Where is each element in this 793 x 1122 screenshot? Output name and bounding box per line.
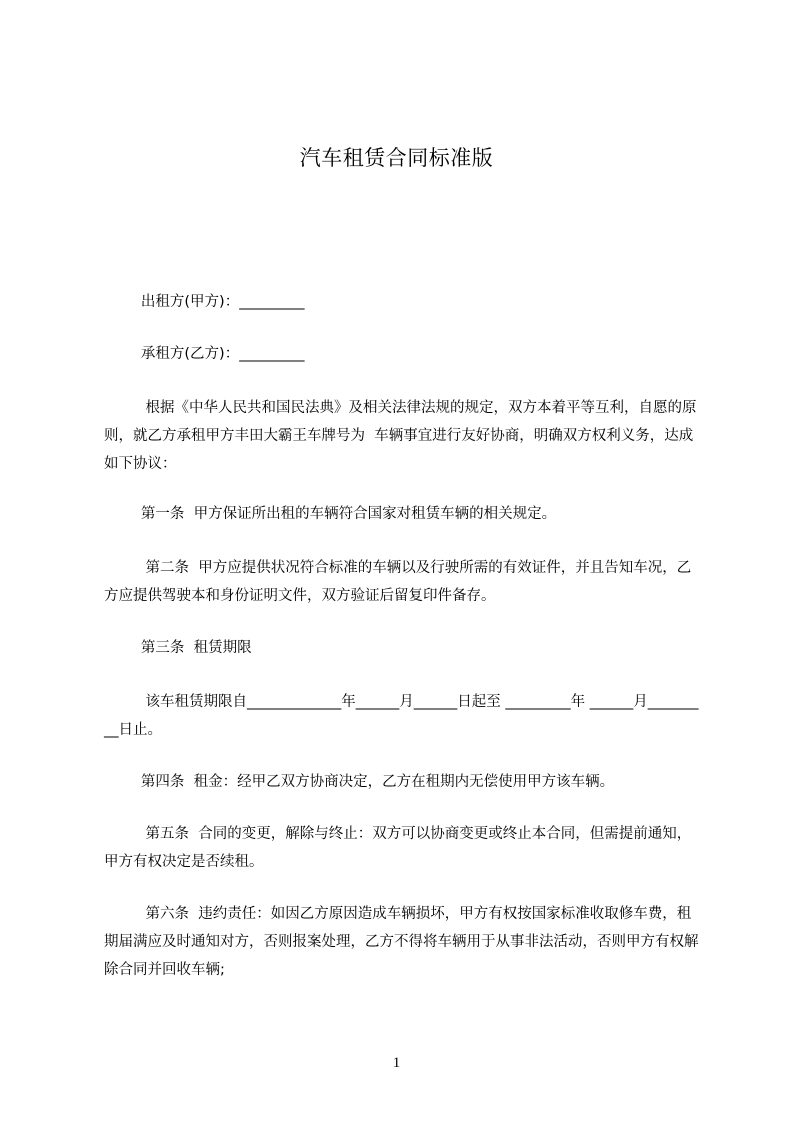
lessee-line: 承租方(乙方)：_________	[104, 346, 305, 362]
article-3-heading: 第三条 租赁期限	[104, 640, 252, 656]
article-2: 第二条 甲方应提供状况符合标准的车辆以及行驶所需的有效证件，并且告知车况，乙方应提供驾驶本和身份证明文件，双方验证后留复印件备存。	[104, 560, 692, 604]
preamble-paragraph: 根据《中华人民共和国民法典》及相关法律法规的规定，双方本着平等互利，自愿的原则，就乙方承租甲方丰田大霸王车牌号为 车辆事宜进行友好协商，明确双方权利义务，达成如下协议：	[104, 400, 697, 472]
article-5: 第五条 合同的变更，解除与终止：双方可以协商变更或终止本合同，但需提前通知，甲方有权决定是否续租。	[104, 826, 692, 870]
article-6: 第六条 违约责任：如因乙方原因造成车辆损坏，甲方有权按国家标准收取修车费，租期届满应及时通知对方，否则报案处理，乙方不得将车辆用于从事非法活动，否则甲方有权解除合同并回收车辆;	[104, 906, 699, 978]
article-1: 第一条 甲方保证所出租的车辆符合国家对租赁车辆的相关规定。	[104, 506, 557, 522]
article-4: 第四条 租金：经甲乙双方协商决定，乙方在租期内无偿使用甲方该车辆。	[104, 774, 615, 790]
lessor-line: 出租方(甲方)：_________	[104, 294, 305, 310]
article-3-body: 该车租赁期限自_____________年______月______日起至 _________年 ______月_________日止。	[104, 694, 699, 738]
page-number: 1	[392, 1055, 401, 1071]
document-title: 汽车租赁合同标准版	[299, 146, 494, 170]
